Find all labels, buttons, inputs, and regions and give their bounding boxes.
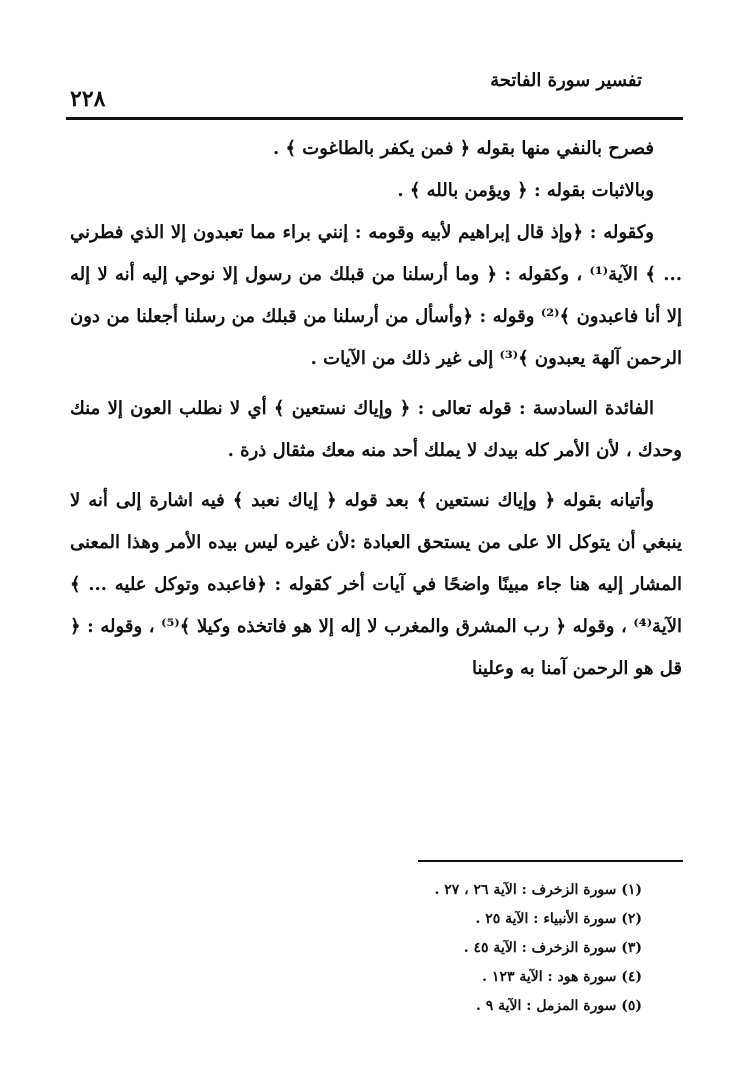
paragraph: الفائدة السادسة : قوله تعالى : ﴿ وإياك نستعين ﴾ أي لا نطلب العون إلا منك وحدك ، لأن الأمر كله بيدك لا يملك أحد منه معك مثقال ذرة . [70, 398, 682, 461]
page-number: ٢٢٨ [70, 86, 106, 112]
footnotes [122, 876, 642, 1021]
header-rule [66, 117, 683, 120]
paragraph: فصرح بالنفي منها بقوله ﴿ فمن يكفر بالطاغوت ﴾ . [272, 138, 654, 159]
paragraph: وبالاثبات بقوله : ﴿ ويؤمن بالله ﴾ . [397, 180, 654, 201]
footnote: (١) سورة الزخرف : الآية ٢٦ ، ٢٧ . [434, 882, 642, 898]
footnote: (٣) سورة الزخرف : الآية ٤٥ . [463, 940, 642, 956]
body-text [70, 128, 682, 690]
footnote-rule [418, 860, 683, 862]
footnote: (٤) سورة هود : الآية ١٢٣ . [482, 969, 642, 985]
paragraph: وكقوله : ﴿وإذ قال إبراهيم لأبيه وقومه : إنني براء مما تعبدون إلا الذي فطرني ... ﴾ الآية⁽¹⁾ ، وكقوله : ﴿ وما أرسلنا من قبلك من رسول إلا نوحي إليه أنه لا إله إلا أنا فاعبدون ﴾⁽²⁾ وقوله : ﴿وأسأل من أرسلنا من قبلك من رسلنا أجعلنا من دون الرحمن آلهة يعبدون ﴾⁽³⁾ إلى غير ذلك من الآيات . [70, 222, 682, 369]
footnote: (٥) سورة المزمل : الآية ٩ . [475, 998, 642, 1014]
running-title: تفسير سورة الفاتحة [490, 70, 642, 91]
paragraph: وأتيانه بقوله ﴿ وإياك نستعين ﴾ بعد قوله ﴿ إياك نعبد ﴾ فيه اشارة إلى أنه لا ينبغي أن يتوكل الا على من يستحق العبادة :لأن غيره ليس بيده الأمر وهذا المعنى المشار إليه هنا جاء مبينًا واضحًا في آيات أخر كقوله : ﴿فاعبده وتوكل عليه ... ﴾ الآية⁽⁴⁾ ، وقوله ﴿ رب المشرق والمغرب لا إله إلا هو فاتخذه وكيلا ﴾⁽⁵⁾ ، وقوله : ﴿ قل هو الرحمن آمنا به وعلينا [70, 490, 682, 679]
footnote: (٢) سورة الأنبياء : الآية ٢٥ . [475, 911, 642, 927]
